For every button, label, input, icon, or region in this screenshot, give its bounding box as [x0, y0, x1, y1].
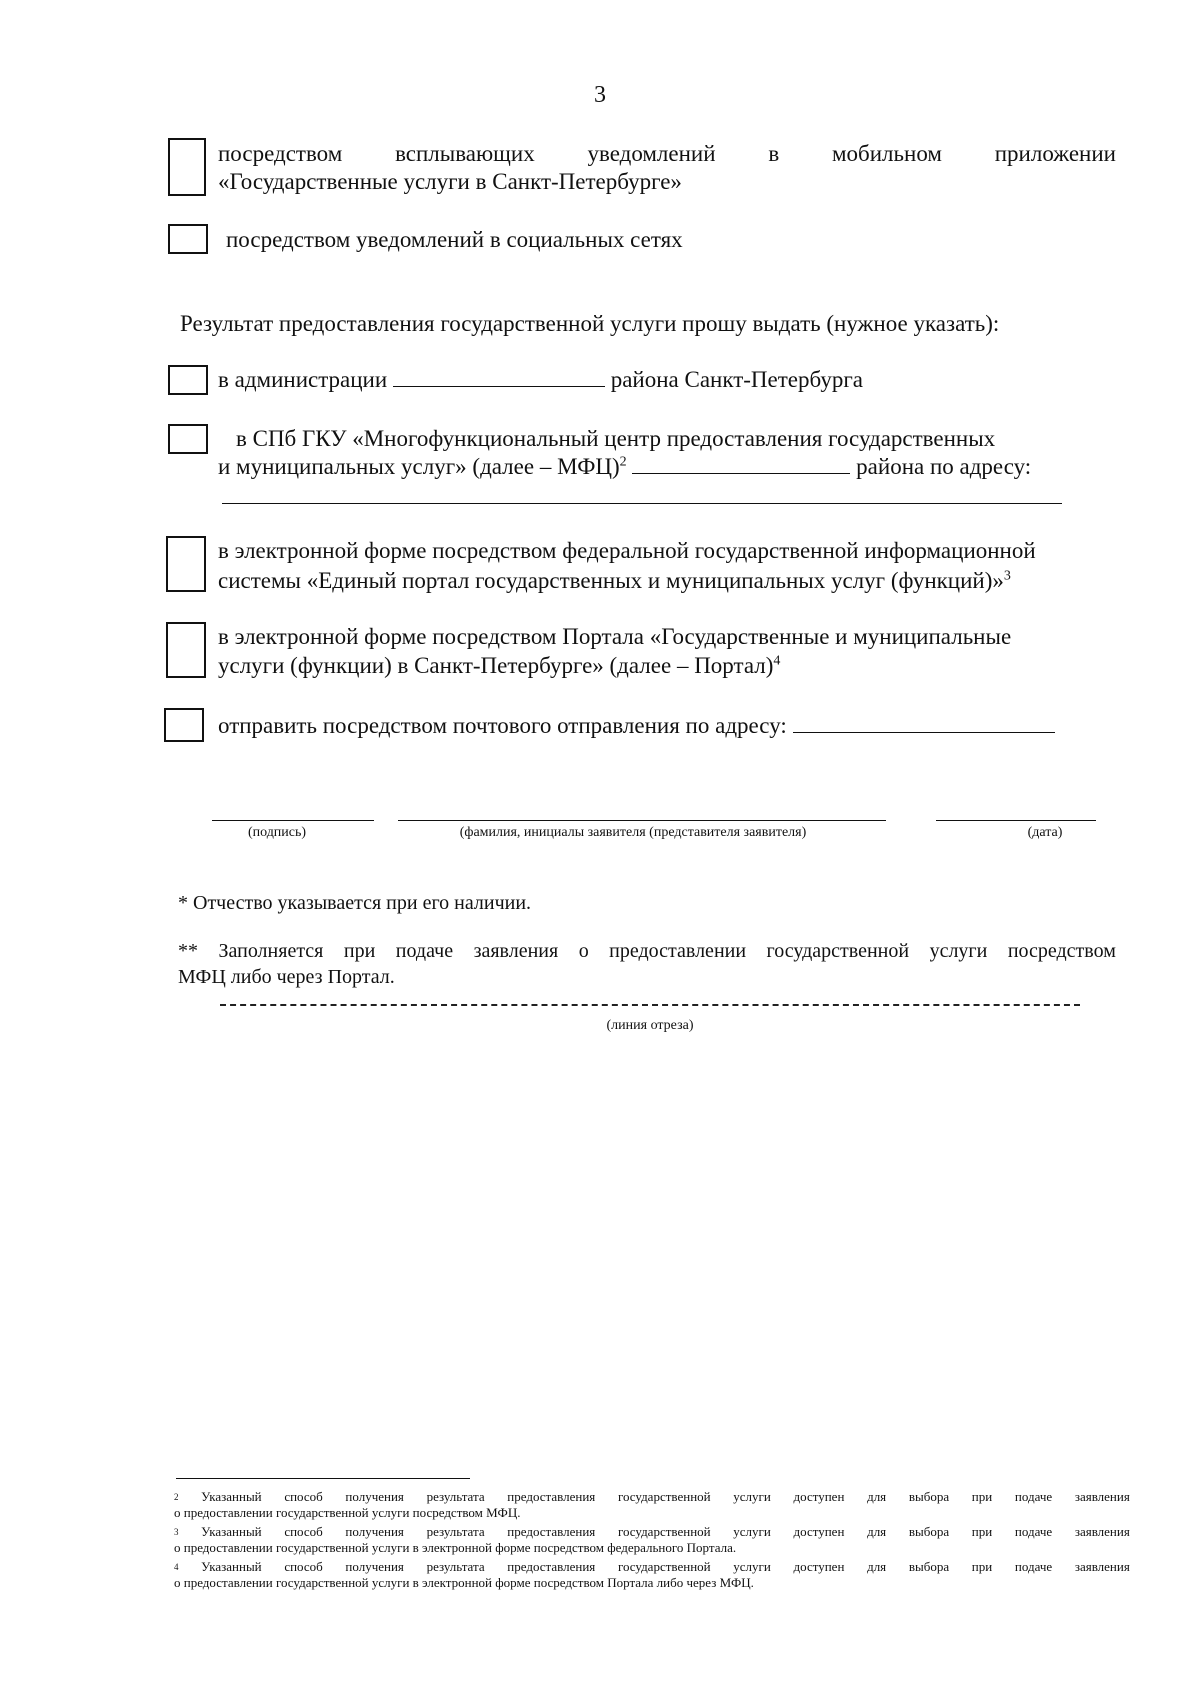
- note-patronymic: * Отчество указывается при его наличии.: [178, 892, 532, 914]
- word: доступен: [793, 1489, 845, 1504]
- word: при: [971, 1559, 993, 1574]
- word: для: [867, 1489, 887, 1504]
- word: предоставлении: [609, 940, 747, 962]
- option-mobile-app-line2: «Государственные услуги в Санкт-Петербурге»: [218, 169, 682, 194]
- footnote-ref-3: 3: [1003, 568, 1011, 584]
- footnote-ref-2: 2: [619, 454, 627, 470]
- word: услуги: [929, 940, 988, 962]
- word: **: [178, 940, 198, 962]
- word: выбора: [908, 1524, 950, 1539]
- word: Заполняется: [218, 940, 324, 962]
- word: подаче: [1014, 1524, 1053, 1539]
- word: приложении: [994, 141, 1116, 166]
- word: доступен: [793, 1559, 845, 1574]
- word: государственной: [617, 1489, 711, 1504]
- word: посредством: [1007, 940, 1116, 962]
- word: доступен: [793, 1524, 845, 1539]
- option-administration: [218, 366, 863, 394]
- option-mfc-line2: [218, 453, 1031, 481]
- word: заявления: [1074, 1489, 1130, 1504]
- footnote-4-line1: [174, 1559, 1130, 1575]
- checkbox-mfc[interactable]: [168, 424, 208, 454]
- word: уведомлений: [587, 141, 716, 166]
- footnote-3-number: 3: [174, 1527, 179, 1537]
- option-social-networks: посредством уведомлений в социальных сетях: [226, 227, 683, 252]
- word: результата: [426, 1524, 485, 1539]
- word: государственной: [766, 940, 910, 962]
- page-number: 3: [594, 82, 606, 108]
- option-administration-text-b: района Санкт-Петербурга: [610, 367, 863, 392]
- option-mobile-app-line1: [218, 140, 1116, 168]
- mfc-district-blank[interactable]: [632, 453, 850, 474]
- word: получения: [345, 1559, 404, 1574]
- word: услуги: [733, 1489, 771, 1504]
- option-administration-text-a: в администрации: [218, 367, 388, 392]
- word: выбора: [908, 1489, 950, 1504]
- word: предоставления: [507, 1524, 596, 1539]
- cut-line-caption: (линия отреза): [606, 1018, 694, 1033]
- word: заявления: [1074, 1524, 1130, 1539]
- word: предоставления: [507, 1489, 596, 1504]
- word: для: [867, 1524, 887, 1539]
- word: результата: [426, 1489, 485, 1504]
- district-blank[interactable]: [393, 366, 605, 387]
- date-caption: (дата): [1027, 825, 1063, 840]
- word: посредством: [218, 141, 343, 166]
- note-mfc-portal-line2: МФЦ либо через Портал.: [178, 966, 395, 988]
- footnote-2-line2: о предоставлении государственной услуги посредством МФЦ.: [174, 1505, 521, 1520]
- word: результата: [426, 1559, 485, 1574]
- option-epgu-line2: [218, 567, 1011, 595]
- word: выбора: [908, 1559, 950, 1574]
- cut-line: [220, 1004, 1080, 1006]
- option-portal-text: услуги (функции) в Санкт-Петербурге» (далее – Портал): [218, 653, 774, 678]
- date-line[interactable]: [936, 820, 1096, 821]
- word: Указанный: [201, 1559, 262, 1574]
- word: государственной: [617, 1559, 711, 1574]
- word: подаче: [395, 940, 454, 962]
- word: мобильном: [831, 141, 942, 166]
- word: при: [971, 1489, 993, 1504]
- name-caption: (фамилия, инициалы заявителя (представителя заявителя): [459, 825, 807, 840]
- footnote-3-line1: [174, 1524, 1130, 1540]
- mfc-address-line[interactable]: [222, 503, 1062, 504]
- checkbox-epgu[interactable]: [166, 536, 206, 592]
- footnote-ref-4: 4: [773, 653, 781, 669]
- signature-caption: (подпись): [247, 825, 307, 840]
- word: для: [867, 1559, 887, 1574]
- word: при: [343, 940, 376, 962]
- option-mfc-text-a: и муниципальных услуг» (далее – МФЦ): [218, 454, 620, 479]
- signature-line[interactable]: [212, 820, 374, 821]
- word: при: [971, 1524, 993, 1539]
- footnote-2-line1: [174, 1489, 1130, 1505]
- option-epgu-line1: в электронной форме посредством федеральной государственной информационной: [218, 538, 1036, 563]
- word: заявления: [1074, 1559, 1130, 1574]
- word: заявления: [473, 940, 559, 962]
- option-portal-line1: в электронной форме посредством Портала «Государственные и муниципальные: [218, 624, 1012, 649]
- word: способ: [284, 1559, 323, 1574]
- footnote-3-line2: о предоставлении государственной услуги в электронной форме посредством федерального Портала.: [174, 1540, 737, 1555]
- footnote-4-number: 4: [174, 1562, 179, 1572]
- word: Указанный: [201, 1524, 262, 1539]
- word: способ: [284, 1489, 323, 1504]
- word: о: [578, 940, 589, 962]
- checkbox-portal[interactable]: [166, 622, 206, 678]
- word: Указанный: [201, 1489, 262, 1504]
- word: в: [768, 141, 780, 166]
- word: подаче: [1014, 1489, 1053, 1504]
- word: способ: [284, 1524, 323, 1539]
- option-post: [218, 712, 1055, 740]
- option-portal-line2: [218, 652, 780, 680]
- word: получения: [345, 1524, 404, 1539]
- option-post-text: отправить посредством почтового отправления по адресу:: [218, 713, 787, 738]
- word: подаче: [1014, 1559, 1053, 1574]
- word: услуги: [733, 1524, 771, 1539]
- word: государственной: [617, 1524, 711, 1539]
- checkbox-social-networks[interactable]: [168, 224, 208, 254]
- option-mfc-line1: в СПб ГКУ «Многофункциональный центр предоставления государственных: [236, 426, 996, 451]
- word: услуги: [733, 1559, 771, 1574]
- option-epgu-text: системы «Единый портал государственных и муниципальных услуг (функций)»: [218, 568, 1004, 593]
- post-address-blank[interactable]: [793, 712, 1055, 733]
- footnote-4-line2: о предоставлении государственной услуги в электронной форме посредством Портала либо через МФЦ.: [174, 1575, 754, 1590]
- note-mfc-portal-line1: [178, 938, 1116, 964]
- word: всплывающих: [395, 141, 535, 166]
- word: предоставления: [507, 1559, 596, 1574]
- footnote-2-number: 2: [174, 1492, 179, 1502]
- word: получения: [345, 1489, 404, 1504]
- checkbox-administration[interactable]: [168, 365, 208, 395]
- result-heading: Результат предоставления государственной услуги прошу выдать (нужное указать):: [180, 311, 1000, 336]
- checkbox-post[interactable]: [164, 708, 204, 742]
- checkbox-mobile-app[interactable]: [168, 138, 206, 196]
- option-mfc-text-b: района по адресу:: [856, 454, 1032, 479]
- footnote-separator: [176, 1478, 470, 1479]
- name-line[interactable]: [398, 820, 886, 821]
